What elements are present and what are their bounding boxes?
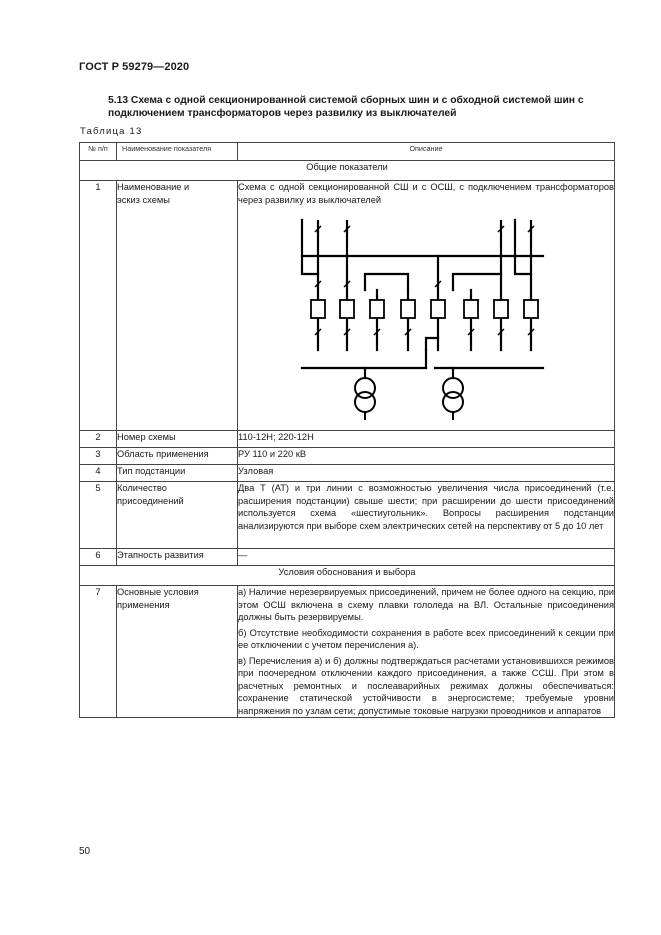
- table-row: [80, 181, 615, 431]
- breaker-4: [401, 300, 415, 318]
- table-section-row: [80, 161, 615, 181]
- transformer-1-winding-low: [355, 392, 375, 412]
- column-header-name: Наименование показателя: [117, 143, 238, 161]
- section-link: [426, 338, 438, 350]
- transformer-2-winding-low: [443, 392, 463, 412]
- breaker-1: [311, 300, 325, 318]
- row-number: 4: [80, 465, 117, 482]
- bypass-tie-right: [515, 220, 531, 274]
- row-number: 2: [80, 431, 117, 448]
- row-number: 3: [80, 448, 117, 465]
- row-description: Узловая: [238, 465, 615, 482]
- row-name: Наименование и эскиз схемы: [117, 181, 238, 431]
- row-name: Тип подстанции: [117, 465, 238, 482]
- table-row: [80, 465, 615, 482]
- table-row: [80, 448, 615, 465]
- column-header-description: Описание: [238, 143, 615, 161]
- row-number: 1: [80, 181, 117, 431]
- table-row: [80, 482, 615, 549]
- row-description: [238, 181, 615, 431]
- condition-paragraph-c: в) Перечисления а) и б) должны подтверждаться расчетами установившихся режимов при поочередном отключении каждого присоединения, а также ССШ. При этом в расчетных ремонтных и послеаварийных режимах должны обеспечиваться: сохранение статической устойчивости в энергосистеме; требуемые уровни напряжения по узлам сети; допустимые токовые нагрузки проводников и аппаратов: [238, 655, 614, 716]
- transformer-fork-2: [453, 274, 501, 290]
- table-row: [80, 549, 615, 566]
- section-conditions: Условия обоснования и выбора: [80, 566, 615, 586]
- column-header-number: № п/п: [80, 143, 117, 161]
- row-name: Этапность развития: [117, 549, 238, 566]
- row-description: РУ 110 и 220 кВ: [238, 448, 615, 465]
- table-caption: Таблица 13: [80, 126, 143, 137]
- row-name: Основные условия применения: [117, 586, 238, 718]
- indicators-table: [79, 142, 615, 718]
- row-number: 6: [80, 549, 117, 566]
- breaker-5: [431, 300, 445, 318]
- section-title: 5.13 Схема с одной секционированной системой сборных шин и с обходной системой шин с подключением трансформаторов через развилку из выключателей: [108, 95, 584, 119]
- row-description: —: [238, 549, 615, 566]
- bypass-tie-left: [302, 220, 318, 274]
- row-name: Номер схемы: [117, 431, 238, 448]
- row-name: Область применения: [117, 448, 238, 465]
- row-number: 7: [80, 586, 117, 718]
- row-description: [238, 586, 615, 718]
- row-description-text: Схема с одной секционированной СШ и с ОСШ, с подключением трансформаторов через развилку из выключателей: [238, 182, 614, 205]
- table-row: [80, 586, 615, 718]
- breaker-7: [494, 300, 508, 318]
- transformer-fork-1: [365, 274, 408, 290]
- table-row: [80, 431, 615, 448]
- table-header-row: [80, 143, 615, 161]
- row-description: Два Т (АТ) и три линии с возможностью увеличения числа присоединений (т.е. расширения подстанции) свыше шести; при расширении до шести присоединений используется схема «шестиугольник». Вопросы расширения подстанции анализируются при выборе схем электрических сетей на перспективу от 5 до 10 лет: [238, 482, 615, 549]
- row-name: Количество присоединений: [117, 482, 238, 549]
- document-code: ГОСТ Р 59279—2020: [79, 61, 190, 73]
- row-description: 110-12Н; 220-12Н: [238, 431, 615, 448]
- condition-paragraph-b: б) Отсутствие необходимости сохранения в работе всех присоединений к секции при ее отключении с учетом перечисления а).: [238, 627, 614, 650]
- condition-paragraph-a: а) Наличие нерезервируемых присоединений, причем не более одного на секцию, при этом ОСШ включена в схему плавки гололеда на ВЛ. Остальные присоединения должны быть резервируемы.: [238, 587, 614, 622]
- section-general: Общие показатели: [80, 161, 615, 181]
- substation-scheme-diagram: [238, 210, 602, 430]
- breaker-8: [524, 300, 538, 318]
- row-number: 5: [80, 482, 117, 549]
- breaker-2: [340, 300, 354, 318]
- breaker-6: [464, 300, 478, 318]
- breaker-3: [370, 300, 384, 318]
- page-number: 50: [79, 846, 91, 857]
- table-section-row: [80, 566, 615, 586]
